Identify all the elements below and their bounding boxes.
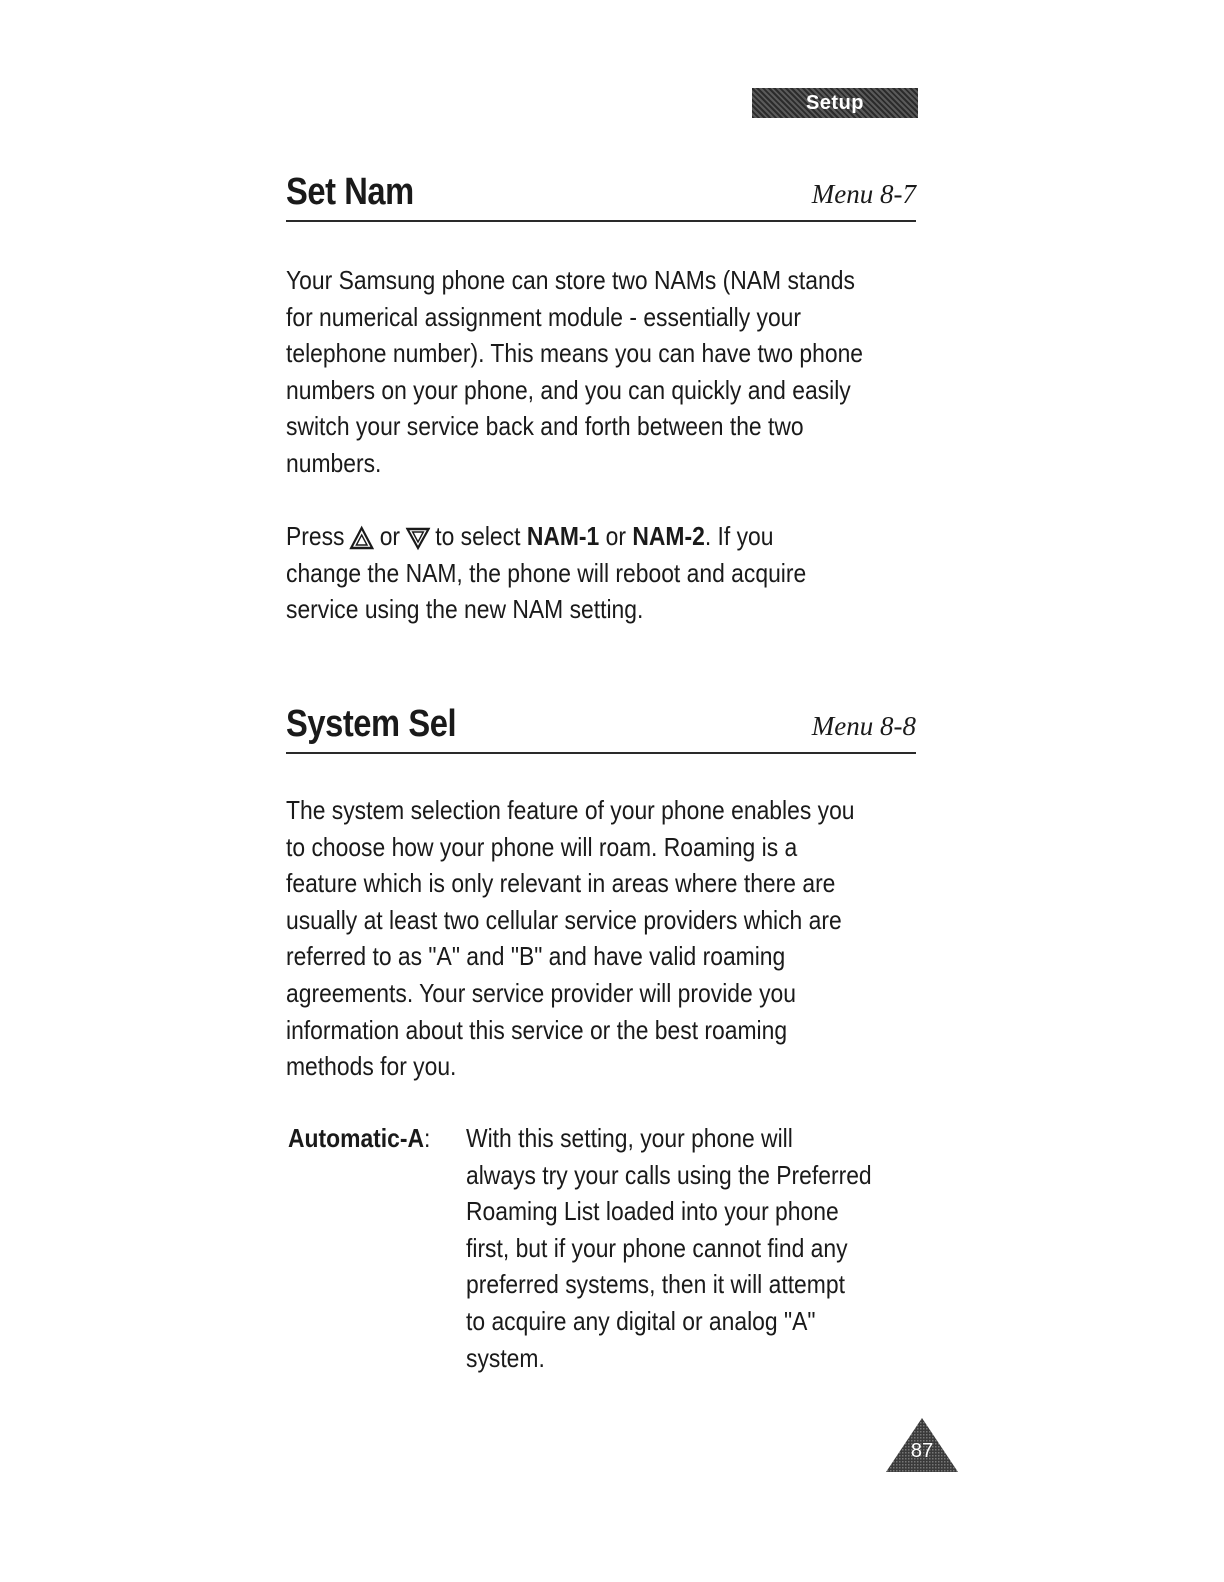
text-line: Your Samsung phone can store two NAMs (NAM stands bbox=[286, 265, 855, 295]
set-nam-header bbox=[286, 168, 916, 222]
nam1-option: NAM-1 bbox=[526, 521, 600, 551]
text-line: to choose how your phone will roam. Roaming is a bbox=[286, 831, 798, 862]
if-you-text: . If you bbox=[704, 521, 774, 551]
text-line: always try your calls using the Preferred bbox=[466, 1159, 872, 1190]
set-nam-menu-ref: Menu 8-7 bbox=[811, 179, 916, 209]
or-text: or bbox=[379, 521, 401, 551]
press-text: Press bbox=[286, 521, 345, 551]
set-nam-title: Set Nam bbox=[286, 171, 414, 213]
text-line: first, but if your phone cannot find any bbox=[466, 1232, 848, 1263]
instruction-line bbox=[286, 518, 849, 555]
text-line: system. bbox=[466, 1342, 545, 1373]
text-line: numbers on your phone, and you can quickly and easily bbox=[286, 374, 851, 405]
text-line: With this setting, your phone will bbox=[466, 1123, 793, 1153]
text-line: usually at least two cellular service providers which are bbox=[286, 904, 842, 935]
section-tab-label: Setup bbox=[805, 91, 865, 114]
system-sel-title: System Sel bbox=[286, 703, 457, 745]
automatic-a-definition bbox=[466, 1120, 924, 1376]
system-sel-header bbox=[286, 700, 916, 754]
section-tab bbox=[752, 88, 918, 118]
down-arrow-key-icon bbox=[405, 524, 430, 550]
term-label: Automatic-A bbox=[288, 1123, 425, 1153]
text-line: numbers. bbox=[286, 447, 382, 478]
text-line: referred to as "A" and "B" and have valid roaming bbox=[286, 941, 786, 972]
up-arrow-key-icon bbox=[350, 524, 375, 550]
header-rule bbox=[286, 752, 916, 754]
system-sel-intro bbox=[286, 792, 855, 1085]
text-line: telephone number). This means you can have two phone bbox=[286, 338, 864, 369]
set-nam-instructions bbox=[286, 518, 849, 628]
system-sel-menu-ref: Menu 8-8 bbox=[811, 711, 916, 741]
header-rule bbox=[286, 220, 916, 222]
or-text-2: or bbox=[605, 521, 626, 551]
text-line: information about this service or the best roaming bbox=[286, 1014, 788, 1045]
text-line: The system selection feature of your phone enables you bbox=[286, 795, 855, 825]
automatic-a-term bbox=[288, 1120, 430, 1157]
text-line: to acquire any digital or analog "A" bbox=[466, 1305, 816, 1336]
nam2-option: NAM-2 bbox=[632, 521, 705, 551]
text-line: methods for you. bbox=[286, 1051, 457, 1082]
text-line: agreements. Your service provider will provide you bbox=[286, 977, 796, 1008]
text-line: Roaming List loaded into your phone bbox=[466, 1196, 839, 1227]
text-line: for numerical assignment module - essentially your bbox=[286, 301, 802, 332]
page-number-badge bbox=[884, 1416, 960, 1474]
term-colon: : bbox=[424, 1123, 431, 1153]
text-line: preferred systems, then it will attempt bbox=[466, 1269, 845, 1300]
to-select-text: to select bbox=[435, 521, 521, 551]
text-line: switch your service back and forth between the two bbox=[286, 411, 804, 442]
text-line: feature which is only relevant in areas where there are bbox=[286, 868, 836, 899]
text-line: change the NAM, the phone will reboot and acquire bbox=[286, 557, 807, 588]
text-line: service using the new NAM setting. bbox=[286, 594, 644, 625]
set-nam-intro bbox=[286, 262, 864, 482]
page-number: 87 bbox=[910, 1440, 934, 1462]
